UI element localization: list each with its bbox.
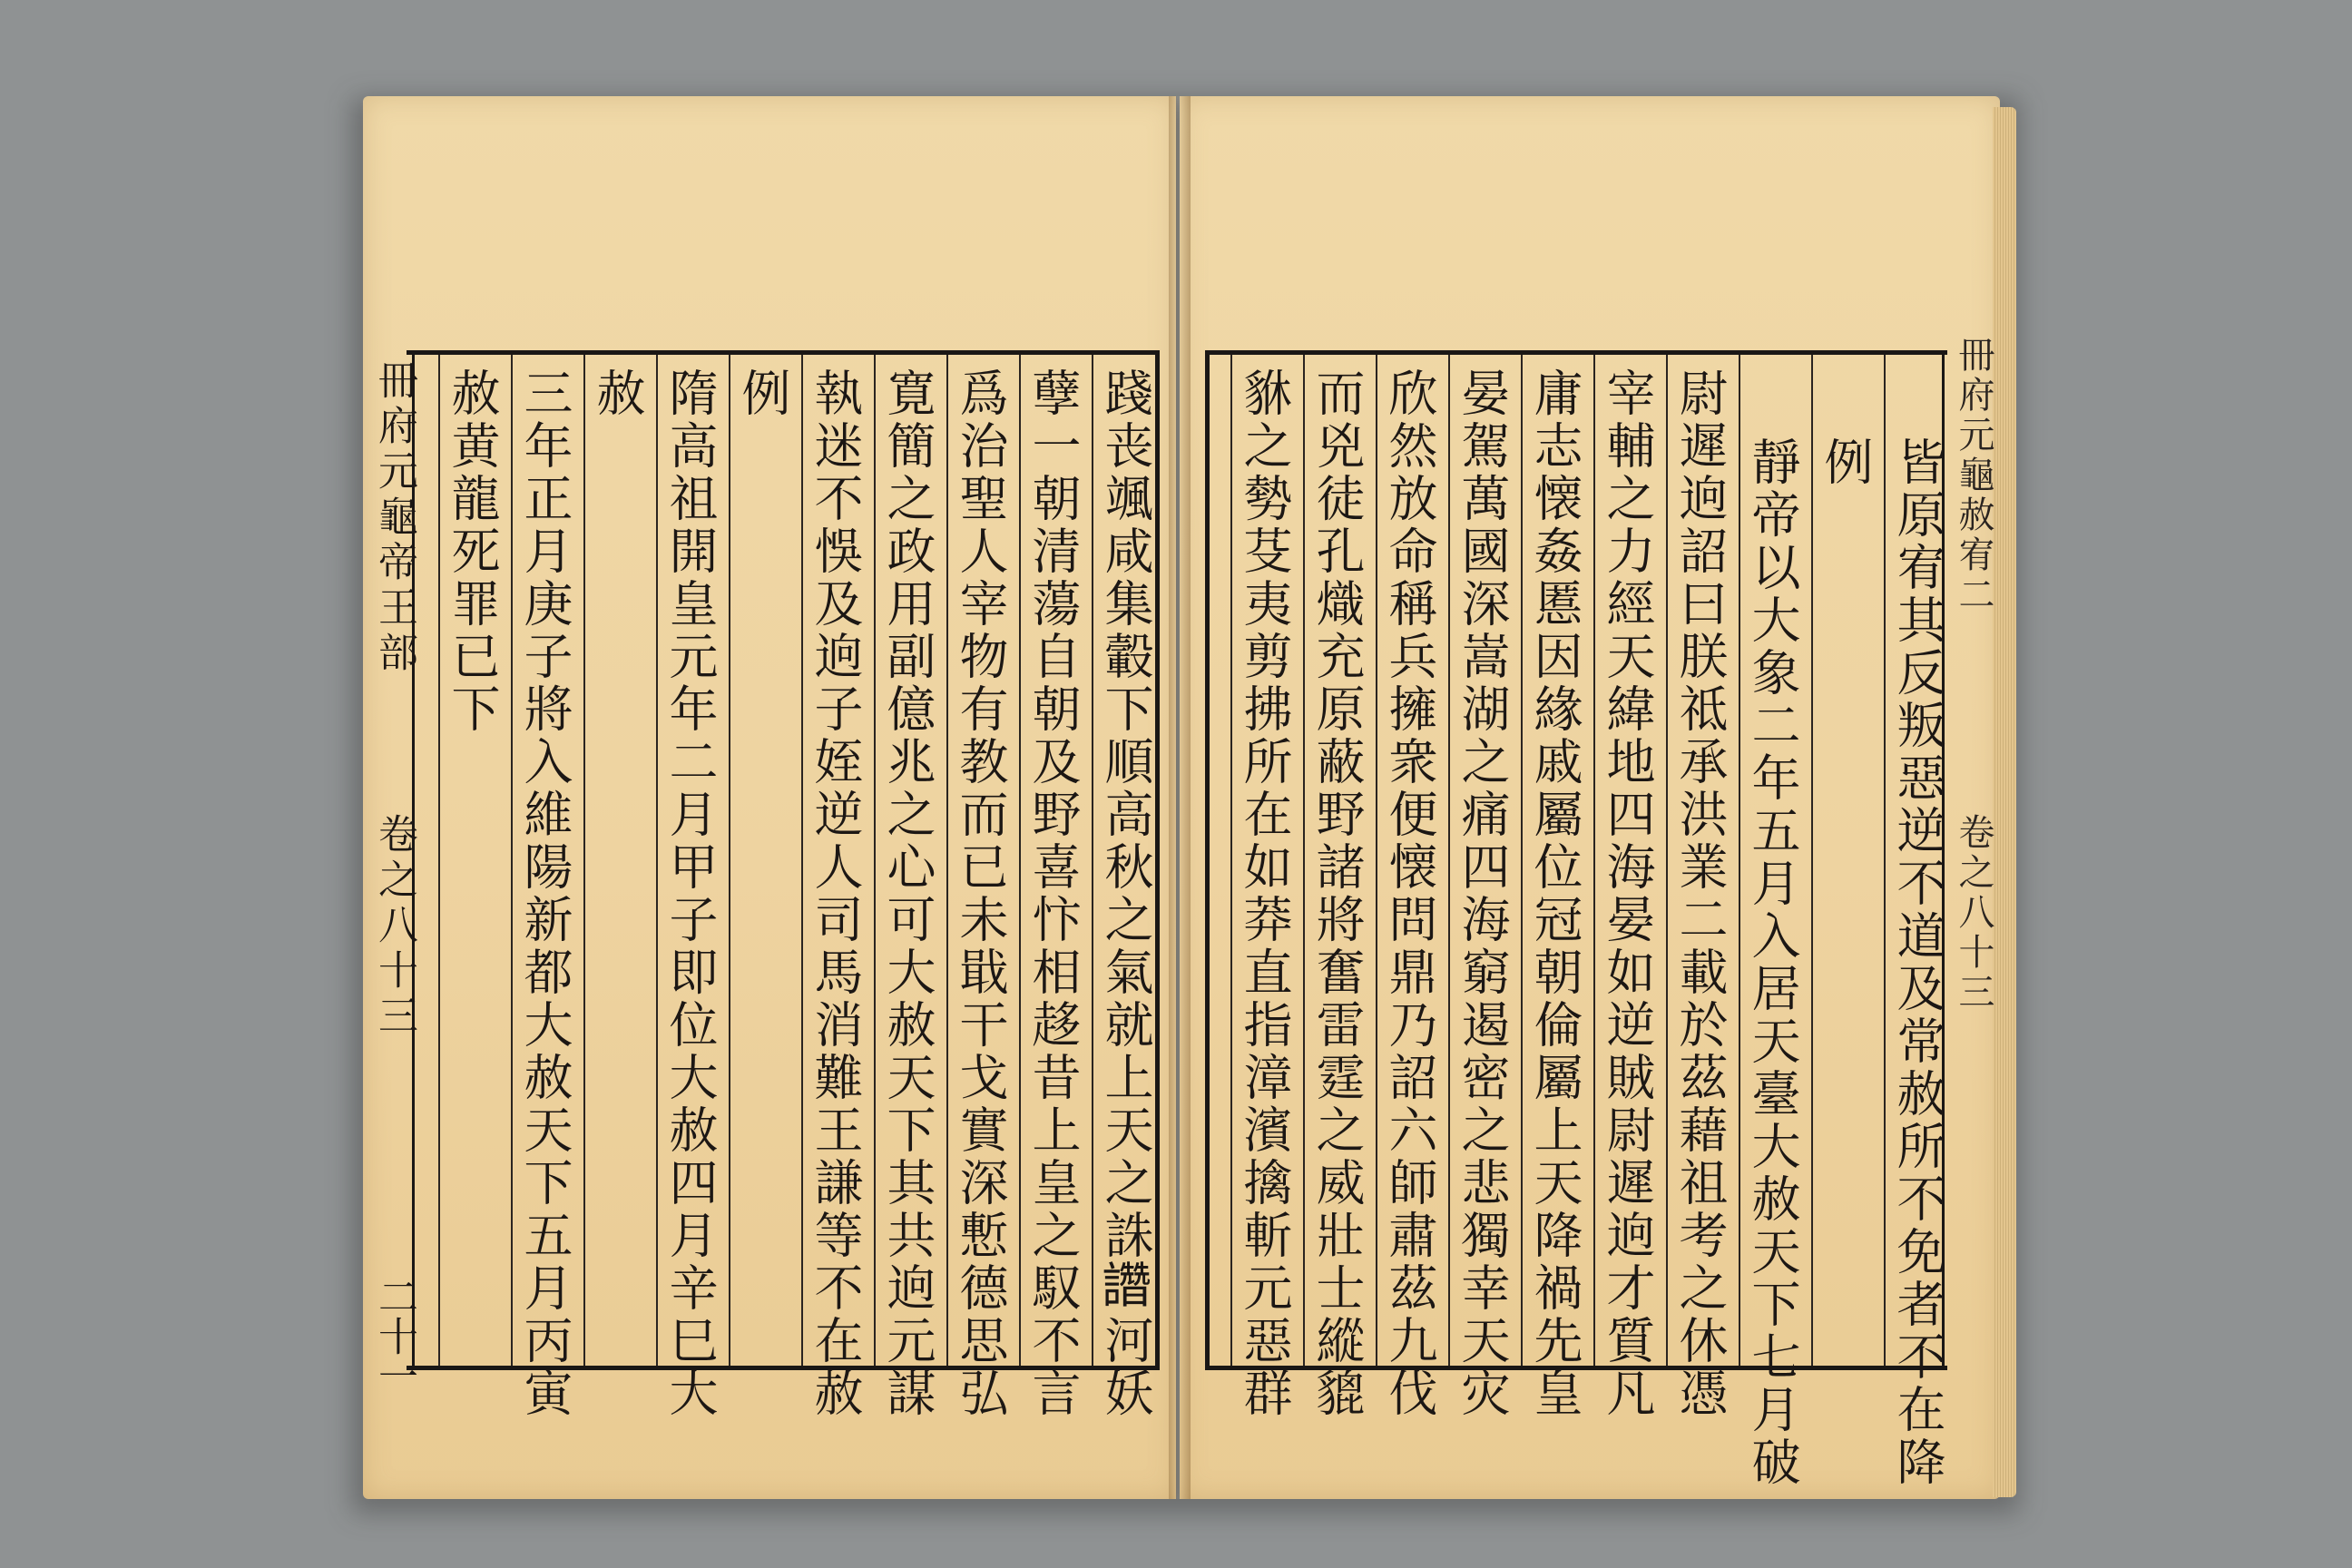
- left-col-5: [801, 355, 865, 1420]
- left-col-1: [1092, 355, 1155, 1420]
- text-column: 隋高祖開皇元年二月甲子即位大赦四月辛巳大: [662, 368, 719, 1420]
- text-column: 皆原宥其反叛惡逆不道及常赦所不免者不在降: [1889, 436, 1946, 1489]
- text-column: 例: [734, 368, 791, 420]
- left-margin-folio: 二十一: [371, 1276, 417, 1396]
- left-col-9: [511, 355, 574, 1420]
- text-column: 晏駕萬國深嵩湖之痛四海窮遏密之悲獨幸天灾: [1454, 368, 1511, 1420]
- left-margin-title: 冊府元龜帝王部: [371, 359, 417, 677]
- left-col-4: [874, 355, 937, 1420]
- left-col-2: [1019, 355, 1083, 1420]
- right-col-7: [1448, 355, 1512, 1420]
- text-column: 三年正月庚子將入維陽新都大赦天下五月丙寅: [516, 368, 573, 1420]
- text-column: 而兇徒孔熾充原蔽野諸將奮雷霆之威壯士縱貔: [1308, 368, 1366, 1420]
- right-col-5: [1593, 355, 1657, 1420]
- right-col-4: [1666, 355, 1730, 1420]
- left-text-frame: [407, 350, 1160, 1420]
- right-margin-volume: 卷之八十三: [1953, 813, 1994, 1013]
- text-column: 寛簡之政用副億兆之心可大赦天下其共逈元謀: [879, 368, 936, 1420]
- text-column: 執迷不悞及逈子姪逆人司馬消難王謙等不在赦: [807, 368, 864, 1420]
- text-column: 庸志懐姦慝因緣戚屬位冠朝倫屬上天降禍先皇: [1526, 368, 1583, 1420]
- text-column: 例: [1817, 436, 1874, 489]
- left-col-7: [656, 355, 720, 1420]
- left-col-6: [729, 355, 792, 1366]
- right-col-6: [1521, 355, 1584, 1420]
- text-column: 貅之勢芟夷剪拂所在如莽直指漳濱擒斬元惡群: [1236, 368, 1293, 1420]
- right-margin-title: 冊府元龜赦宥二: [1953, 336, 1994, 615]
- right-col-8: [1376, 355, 1439, 1420]
- left-col-3: [946, 355, 1010, 1420]
- right-col-10: [1230, 355, 1294, 1420]
- text-column: 爲治聖人宰物有教而已未戢干戈實深慙德思弘: [952, 368, 1009, 1420]
- text-column: 孽一朝清蕩自朝及野喜忭相趍昔上皇之馭不言: [1024, 368, 1082, 1420]
- right-col-9: [1303, 355, 1367, 1420]
- right-col-2: [1811, 355, 1875, 1366]
- left-col-8: [583, 355, 647, 1366]
- page-edges: [1993, 107, 2016, 1497]
- text-column: 靜帝以大象二年五月入居天臺大赦天下七月破: [1744, 436, 1801, 1489]
- left-margin-volume: 卷之八十三: [371, 813, 417, 1040]
- text-column: 尉遲逈詔曰朕祗承洪業二載於茲藉祖考之休憑: [1671, 368, 1729, 1420]
- right-text-frame: [1205, 350, 1947, 1489]
- book-gutter: [1169, 96, 1191, 1499]
- right-col-3: [1739, 355, 1802, 1489]
- right-col-1: [1884, 355, 1947, 1489]
- left-col-10: [438, 355, 502, 1366]
- text-column: 踐丧颯咸集轂下順高秋之氣就上天之誅𧮂河妖: [1097, 368, 1154, 1420]
- text-column: 赦黄龍死罪已下: [444, 368, 501, 736]
- text-column: 赦: [589, 368, 646, 420]
- right-page-margin: [1942, 336, 1994, 1370]
- text-column: 欣然放命稱兵擁衆便懐問鼎乃詔六師肅茲九伐: [1381, 368, 1438, 1420]
- text-column: 宰輔之力經天緯地四海晏如逆賊尉遲逈才質凡: [1599, 368, 1656, 1420]
